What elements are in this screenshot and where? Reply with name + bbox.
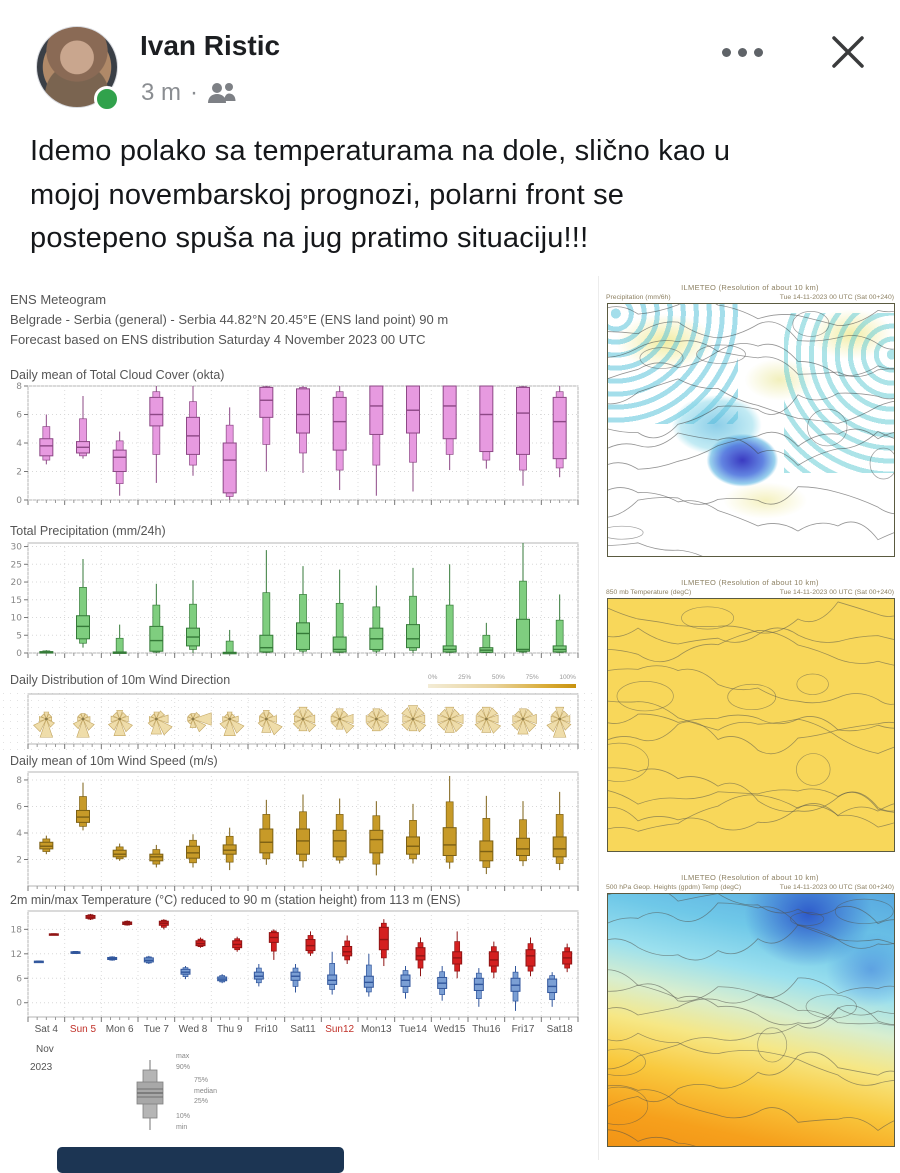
svg-text:8: 8 [16,775,22,786]
post-text [30,130,880,261]
map-card-850mb-temp[interactable] [604,578,896,852]
temperature-850mb-map [607,598,895,852]
windspeed-chart-title: Daily mean of 10m Wind Speed (m/s) [10,754,218,768]
post-meta [141,79,237,107]
author-name[interactable]: Ivan Ristic [140,30,281,61]
svg-text:0: 0 [16,496,22,506]
map-datetime: Tue 14-11-2023 00 UTC (Sat 00+240) [779,589,894,596]
meta-separator: · [190,79,199,106]
cloud-cover-chart [0,382,592,508]
day-label: Thu 9 [216,1024,243,1035]
winddir-chart-title: Daily Distribution of 10m Wind Direction [10,673,231,687]
precip-chart-title: Total Precipitation (mm/24h) [10,524,166,538]
post-text-line: mojoj novembarskoj prognozi, polarni front se [30,178,625,211]
axis-month: Nov [36,1044,54,1055]
day-label: Wed15 [433,1024,466,1035]
legend-min-label: 10% min [176,1113,191,1131]
post-time: 3 m [141,79,182,106]
post-text-line: postepeno spuša na jug pratimo situaciju!!! [30,222,589,254]
close-button[interactable] [826,30,870,74]
wind-speed-chart [0,768,592,894]
map-datetime: Tue 14-11-2023 00 UTC (Sat 00+240) [779,294,894,301]
svg-text:30: 30 [10,542,22,553]
wind-direction-chart [0,690,592,752]
svg-text:6: 6 [16,410,22,421]
x-axis-labels [0,1024,592,1040]
winddir-legend: 0% 25% 50% 75% 100% [428,674,578,690]
svg-text:4: 4 [16,828,22,839]
svg-text:5: 5 [16,631,22,642]
precipitation-map [607,303,895,557]
day-label: Tue14 [399,1024,427,1035]
svg-text:0: 0 [16,649,22,659]
day-label: Sat11 [290,1024,316,1035]
post-text-line: Idemo polako sa temperaturama na dole, slično kao u [30,135,731,167]
svg-text:2: 2 [16,467,22,478]
day-label: Fri17 [511,1024,535,1035]
legend-median-label: 75% median 25% [194,1077,217,1105]
meteogram-run-info: Forecast based on ENS distribution Saturday 4 November 2023 00 UTC [10,332,426,348]
svg-text:15: 15 [10,595,22,606]
day-label: Thu16 [472,1024,501,1035]
map-label: 850 mb Temperature (degC) [606,589,692,596]
meteogram-panel[interactable] [0,276,599,1160]
map-card-precipitation[interactable] [604,283,896,557]
map-title: ILMETEO (Resolution of about 10 km) [681,578,819,587]
svg-text:4: 4 [16,439,22,449]
map-label: Precipitation (mm/6h) [606,294,671,301]
friends-audience-icon [207,81,237,105]
precipitation-chart [0,539,592,661]
map-datetime: Tue 14-11-2023 00 UTC (Sat 00+240) [779,884,894,891]
cloud-chart-title: Daily mean of Total Cloud Cover (okta) [10,368,225,382]
day-label: Sun 5 [69,1024,97,1035]
day-label: Sat18 [546,1024,573,1035]
meteogram-title: ENS Meteogram [10,292,107,307]
bottom-overlay-bar[interactable] [57,1147,344,1173]
day-label: Fri10 [254,1024,278,1035]
temp-chart-title: 2m min/max Temperature (°C) reduced to 90 m (station height) from 113 m (ENS) [10,893,461,907]
svg-text:0: 0 [16,998,22,1009]
map-title: ILMETEO (Resolution of about 10 km) [681,283,819,292]
day-label: Sun12 [325,1024,355,1035]
day-label: Sat 4 [34,1024,58,1035]
map-title: ILMETEO (Resolution of about 10 km) [681,873,819,882]
map-label: 500 hPa Geop. Heights (gpdm) Temp (degC) [606,884,742,891]
svg-text:20: 20 [10,578,22,589]
svg-text:10: 10 [10,613,22,624]
day-label: Mon13 [361,1024,392,1035]
day-label: Wed 8 [178,1024,208,1035]
svg-text:25: 25 [10,560,22,571]
svg-text:6: 6 [16,974,22,985]
winddir-legend-gradient [428,684,576,688]
meteogram-location: Belgrade - Serbia (general) - Serbia 44.82°N 20.45°E (ENS land point) 90 m [10,312,449,328]
temperature-chart [0,907,592,1025]
svg-text:18: 18 [10,925,22,936]
online-status-dot [94,86,120,112]
axis-year: 2023 [30,1062,53,1073]
more-options-button[interactable] [722,48,763,57]
meteogram-header [10,290,448,350]
day-label: Mon 6 [105,1024,134,1035]
day-label: Tue 7 [143,1024,169,1035]
svg-text:12: 12 [10,949,22,960]
map-card-500hpa[interactable] [604,873,896,1147]
boxplot-legend-glyph [130,1058,170,1137]
svg-text:2: 2 [16,855,22,866]
svg-text:8: 8 [16,382,22,392]
geopotential-500hpa-map [607,893,895,1147]
svg-text:6: 6 [16,802,22,813]
legend-max-label: max 90% [176,1053,191,1071]
